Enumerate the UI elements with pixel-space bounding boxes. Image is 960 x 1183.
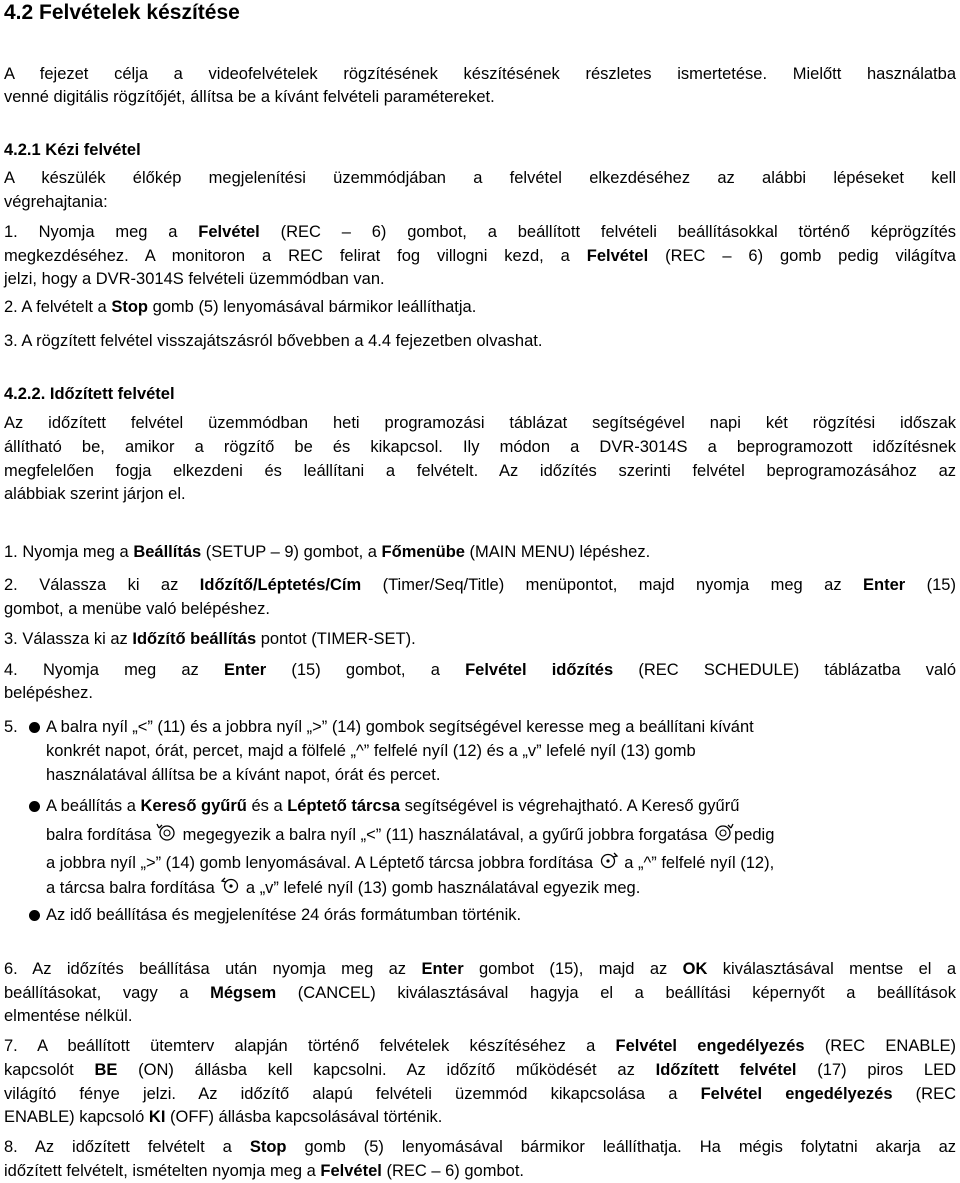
timed-step-7-line-4: ENABLE) kapcsoló KI (OFF) állásba kapcsolásával történik. <box>4 1108 443 1126</box>
bullet-2-line-1: A beállítás a Kereső gyűrű és a Léptető tárcsa segítségével is végrehajtható. A Kereső gyűrű <box>46 797 740 815</box>
section-heading: 4.2 Felvételek készítése <box>4 1 240 24</box>
manual-step-1-line-2: megkezdéséhez. A monitoron a REC felirat fog villogni kezd, a Felvétel (REC – 6) gomb pedig világítva <box>4 247 956 265</box>
manual-desc-line-1: A készülék élőkép megjelenítési üzemmódjában a felvétel elkezdéséhez az alábbi lépéseket kell <box>4 169 956 187</box>
jog-ring-left-icon <box>156 822 178 842</box>
manual-step-3: 3. A rögzített felvétel visszajátszásról bővebben a 4.4 fejezetben olvashat. <box>4 332 543 350</box>
timed-step-6-line-1: 6. Az időzítés beállítása után nyomja meg az Enter gombot (15), majd az OK kiválasztásával mentse el a <box>4 960 956 978</box>
timed-step-8-line-1: 8. Az időzített felvételt a Stop gomb (5) lenyomásával bármikor leállíthatja. Ha mégis folytatni akarja az <box>4 1138 956 1156</box>
timed-desc-line-1: Az időzített felvétel üzemmódban heti programozási táblázat segítségével napi két rögzítési időszak <box>4 414 956 432</box>
timed-step-7-line-1: 7. A beállított ütemterv alapján történő felvételek készítéséhez a Felvétel engedélyezés (REC ENABLE) <box>4 1037 957 1055</box>
timed-step-5-number: 5. <box>4 718 18 736</box>
manual-step-1-line-1: 1. Nyomja meg a Felvétel (REC – 6) gombot, a beállított felvételi beállításokkal történő képrögzítés <box>4 223 956 241</box>
timed-desc-line-4: alábbiak szerint járjon el. <box>4 485 186 503</box>
timed-step-6-line-3: elmentése nélkül. <box>4 1007 133 1025</box>
timed-step-7-line-2: kapcsolót BE (ON) állásba kell kapcsolni. Az időzítő működését az Időzített felvétel (17) piros LED <box>4 1061 956 1079</box>
timed-step-7-line-3: világító fénye jelzi. Az időzítő alapú felvételi üzemmód kikapcsolása a Felvétel engedélyezés (REC <box>4 1085 957 1103</box>
timed-recording-title: 4.2.2. Időzített felvétel <box>4 385 175 403</box>
intro-line-2: venné digitális rögzítőjét, állítsa be a kívánt felvételi paramétereket. <box>4 88 495 106</box>
manual-recording-title: 4.2.1 Kézi felvétel <box>4 141 141 159</box>
bullet-3: Az idő beállítása és megjelenítése 24 órás formátumban történik. <box>46 906 522 924</box>
bullet-2-line-4: a tárcsa balra fordítása a „v” lefelé nyíl (13) gomb használatával egyezik meg. <box>46 875 956 899</box>
bullet-1-line-3: használatával állítsa be a kívánt napot, órát és percet. <box>46 766 441 784</box>
bullet-2-line-3: a jobbra nyíl „>” (14) gomb lenyomásával. A Léptető tárcsa jobbra fordítása a „^” felfelé nyíl (12), <box>46 850 956 874</box>
bullet-dot <box>26 904 48 926</box>
manual-step-2: 2. A felvételt a Stop gomb (5) lenyomásával bármikor leállíthatja. <box>4 298 477 316</box>
bullet-dot <box>26 716 48 738</box>
timed-step-4-line-2: belépéshez. <box>4 684 93 702</box>
bullet-1-line-1: A balra nyíl „<” (11) és a jobbra nyíl „>” (14) gombok segítségével keresse meg a beállítani kívánt <box>46 718 754 736</box>
timed-desc-line-3: megfelelően fogja elkezdeni és leállítani a felvételt. Az időzítés szerinti felvétel beprogramozásához az <box>4 462 956 480</box>
bullet-dot <box>26 795 48 817</box>
timed-step-8-line-2: időzített felvételt, ismételten nyomja meg a Felvétel (REC – 6) gombot. <box>4 1162 524 1180</box>
timed-step-2-line-2: gombot, a menübe való belépéshez. <box>4 600 271 618</box>
timed-step-3: 3. Válassza ki az Időzítő beállítás pontot (TIMER-SET). <box>4 630 416 648</box>
timed-desc-line-2: állítható be, amikor a rögzítő be és kikapcsol. Ily módon a DVR-3014S a beprogramozott időzítésnek <box>4 438 956 456</box>
bullet-1-line-2: konkrét napot, órát, percet, majd a fölfelé „^” felfelé nyíl (12) és a „v” lefelé nyíl (13) gomb <box>46 742 696 760</box>
jog-ring-right-icon <box>712 822 734 842</box>
manual-desc-line-2: végrehajtania: <box>4 193 108 211</box>
timed-step-6-line-2: beállításokat, vagy a Mégsem (CANCEL) kiválasztásával hagyja el a beállítási képernyőt a beállítások <box>4 984 956 1002</box>
manual-step-1-line-3: jelzi, hogy a DVR-3014S felvételi üzemmódban van. <box>4 270 385 288</box>
timed-step-2-line-1: 2. Válassza ki az Időzítő/Léptetés/Cím (Timer/Seq/Title) menüpontot, majd nyomja meg az Enter (15) <box>4 576 956 594</box>
intro-line-1: A fejezet célja a videofelvételek rögzítésének készítésének részletes ismertetése. Mielőtt használatba <box>4 65 956 83</box>
timed-step-4-line-1: 4. Nyomja meg az Enter (15) gombot, a Felvétel időzítés (REC SCHEDULE) táblázatba való <box>4 661 956 679</box>
shuttle-dial-right-icon <box>598 850 620 870</box>
bullet-2-line-2: balra fordítása megegyezik a balra nyíl „<” (11) használatával, a gyűrű jobbra forgatása pedig <box>46 822 956 846</box>
timed-step-1: 1. Nyomja meg a Beállítás (SETUP – 9) gombot, a Főmenübe (MAIN MENU) lépéshez. <box>4 543 651 561</box>
shuttle-dial-left-icon <box>219 875 241 895</box>
